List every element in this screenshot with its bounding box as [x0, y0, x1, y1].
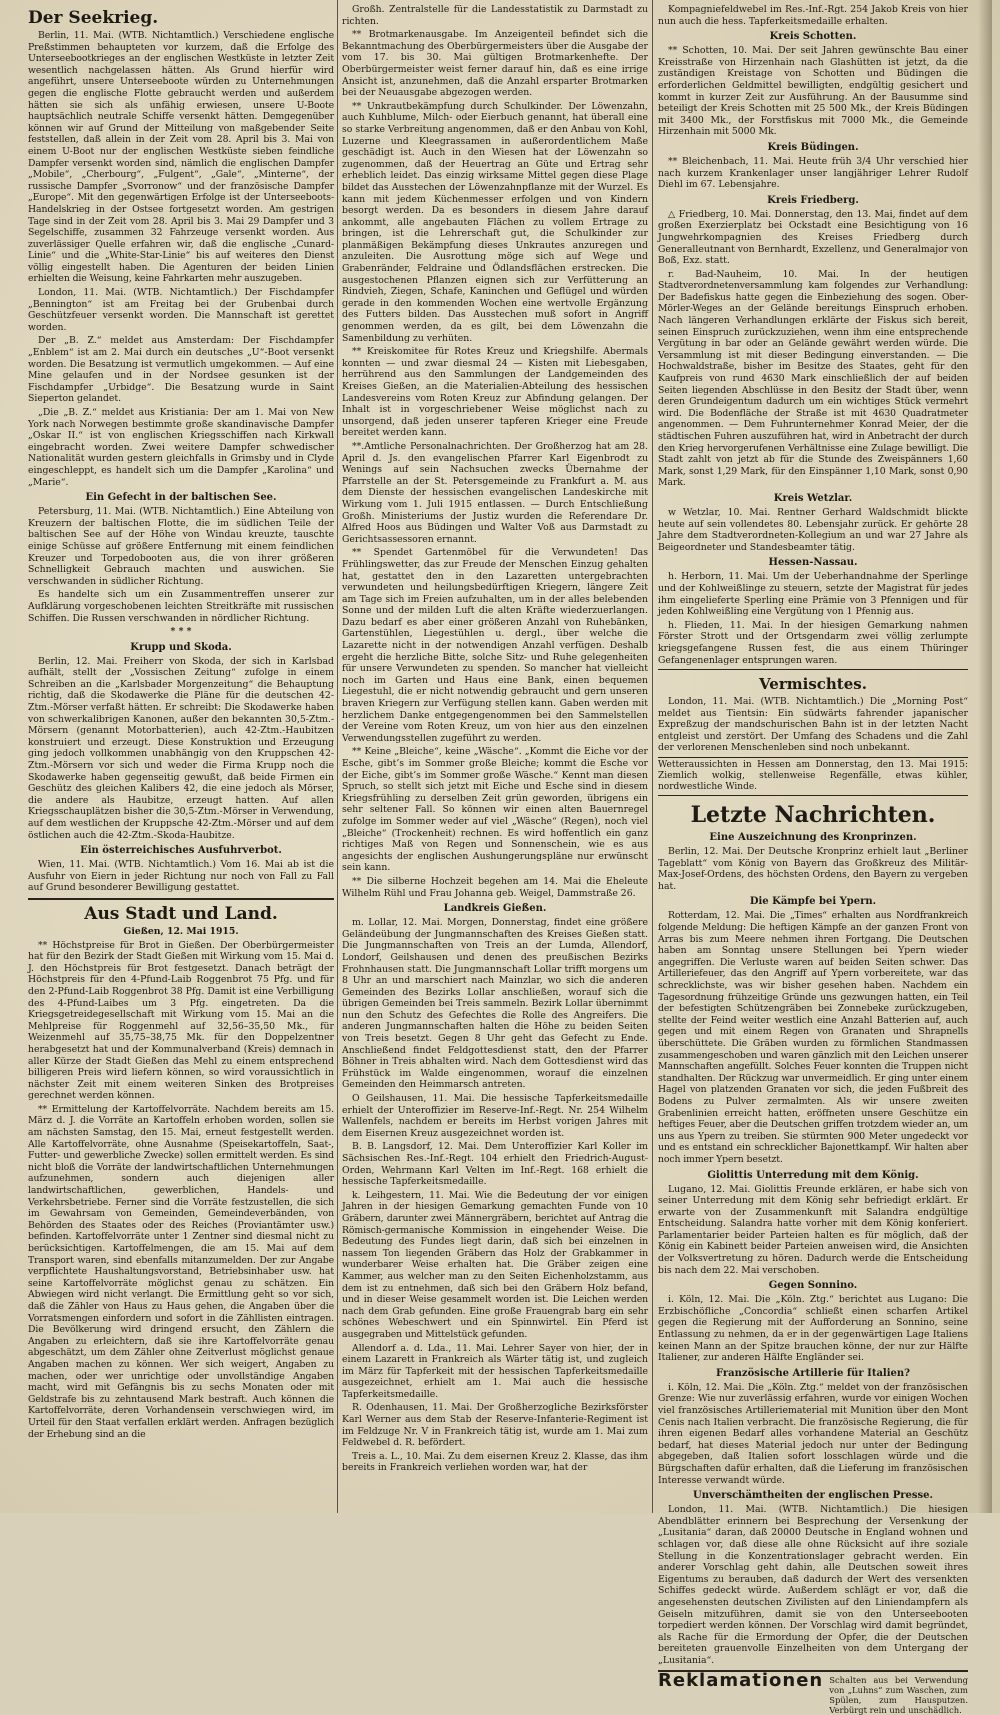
article-paragraph: Es handelte sich um ein Zusammentreffen unserer zur Aufklärung vorgeschobenen leichten Streitkräfte mit russischen Schiffen. Die Russen verschwanden in nördlicher Richtung.	[28, 589, 334, 624]
section-title-seekrieg: Der Seekrieg.	[28, 8, 159, 28]
page-fold-shadow	[978, 0, 992, 1513]
article-paragraph: ** Spendet Gartenmöbel für die Verwundeten! Das Frühlingswetter, das zur Freude der Menschen Einzug gehalten hat, gestattet den in den Lazaretten untergebrachten verwundeten und heilungsbedürftigen Kriegern, längere Zeit am Tage sich im Freien aufzuhalten, um in der alles belebenden Sonne und der milden Luft die alten Kräfte wiederzuerlangen. Dazu bedarf es aber einer größeren Anzahl von Ruhebänken, Gartenstühlen, Liegestühlen u. dergl., über welche die Lazarette nicht in der notwendigen Anzahl verfügen. Deshalb ergeht die herzliche Bitte, solche Sitz- und Ruhe gelegenheiten für unsere Verwundeten zu spenden. So mancher hat vielleicht noch im Garten und Haus eine Bank, einen bequemen Liegestuhl, die er nicht notwendig gebraucht und gern unseren braven Kriegern zur Verfügung stellen kann. Gaben werden mit herzlichem Danke entgegengenommen bei den Sammelstellen der Vereine vom Roten Kreuz, um von hier aus den einzelnen Verwendungsstellen zugeführt zu werden.	[342, 547, 648, 744]
section-divider	[658, 669, 968, 670]
article-paragraph: Berlin, 12. Mai. Der Deutsche Kronprinz erhielt laut „Berliner Tageblatt“ vom König von Bayern das Großkreuz des Militär-Max-Josef-Ordens, des höchsten Ordens, den Bayern zu vergeben hat.	[658, 846, 968, 892]
article-paragraph: ** Keine „Bleiche“, keine „Wäsche“. „Kommt die Eiche vor der Esche, gibt’s im Sommer große Bleiche; kommt die Esche vor der Eiche, gibt’s im Sommer große Wäsche.“ Kennt man diesen Spruch, so stellt sich jetzt mit Eiche und Esche sind in diesem Kriegsfrühling zu derselben Zeit grün geworden, übrigens ein sehr seltener Fall. So können wir einen alten Bauernregel zufolge im Sommer weder auf viel „Wäsche“ (Regen), noch viel „Bleiche“ (Trockenheit) rechnen. Es wird hoffentlich ein ganz richtiges Maß von Regen und Sonnenschein, wie es aus angesichts der englischen Aushungerungspläne nur erwünscht sein kann.	[342, 746, 648, 874]
separator-stars: * * *	[170, 626, 192, 638]
article-paragraph: Wien, 11. Mai. (WTB. Nichtamtlich.) Vom 16. Mai ab ist die Ausfuhr von Eiern in jeder Richtung nur noch von Fall zu Fall auf Grund besonderer Bewilligung gestattet.	[28, 859, 334, 894]
article-paragraph: ** Höchstpreise für Brot in Gießen. Der Oberbürgermeister hat für den Bezirk der Stadt Gießen mit Wirkung vom 15. Mai d. J. den Höchstpreis für Brot festgesetzt. Danach beträgt der Höchstpreis für den 4-Pfund-Laib Roggenbrot 75 Pfg. und für den 2-Pfund-Laib Roggenbrot 38 Pfg. Damit ist eine Verbilligung des 4-Pfund-Laibes um 3 Pfg. eingetreten. Da die Kriegsgetreidegesellschaft mit Wirkung vom 15. Mai an die Mehlpreise für Roggenmehl auf 32,56–35,50 Mk., für Weizenmehl auf 35,75–38,75 Mk. für den Doppelzentner herabgesetzt hat und der Kommunalverband (Kreis) demnach in aller Kürze der Stadt Gießen das Mehl zu einem entsprechend billigeren Preis wird liefern können, so wird voraussichtlich in nächster Zeit mit einem weiteren Sinken des Brotpreises gerechnet werden können.	[28, 939, 334, 1102]
column-2	[342, 4, 648, 1501]
article-paragraph: ** Schotten, 10. Mai. Der seit Jahren gewünschte Bau einer Kreisstraße von Hirzenhain nach Glashütten ist jetzt, da die zuständigen Kreistage von Schotten und Büdingen die erforderlichen Geldmittel bewilligten, endgültig gesichert und kommt in kurzer Zeit zur Ausführung. An der Bausumme sind beteiligt der Kreis Schotten mit 25 500 Mk., der Kreis Büdingen mit 3400 Mk., der Forstfiskus mit 7000 Mk., die Gemeinde Hirzenhain mit 5000 Mk.	[658, 45, 968, 138]
article-paragraph: Treis a. L., 10. Mai. Zu dem eisernen Kreuz 2. Klasse, das ihm bereits in Frankreich verliehen worden war, hat der	[342, 1450, 648, 1474]
article-paragraph: h. Flieden, 11. Mai. In der hiesigen Gemarkung nahmen Förster Strott und der Ortsgendarm zwei völlig zerlumpte kriegsgefangene Russen fest, die aus einem Thüringer Gefangenenlager entsprungen waren.	[658, 619, 968, 666]
article-paragraph: △ Friedberg, 10. Mai. Donnerstag, den 13. Mai, findet auf dem großen Exerzierplatz bei Ockstadt eine Besichtigung von 16 Jungwehrkompagnien des Kreises Friedberg durch Generalleutnant von Bernhardt, Exzellenz, und Generalmajor von Boß, Exz. statt.	[658, 208, 968, 267]
article-heading: Kreis Friedberg.	[767, 194, 859, 206]
article-paragraph: London, 11. Mai. (WTB. Nichtamtlich.) Der Fischdampfer „Bennington“ ist am Freitag bei der Grubenbai durch Geschützfeuer versenkt worden. Die Mannschaft ist gerettet worden.	[28, 287, 334, 333]
weather-forecast: Wetteraussichten in Hessen am Donnerstag, den 13. Mai 1915: Ziemlich wolkig, stellenweise Regenfälle, etwas kühler, nordwestliche Winde.	[658, 757, 968, 796]
article-heading: Kreis Wetzlar.	[773, 492, 853, 504]
article-heading: Giolittis Unterredung mit dem König.	[707, 1169, 919, 1181]
article-heading: Hessen-Nassau.	[768, 557, 858, 569]
article-heading: Kreis Schotten.	[769, 31, 857, 43]
article-paragraph: Berlin, 11. Mai. (WTB. Nichtamtlich.) Verschiedene englische Preßstimmen behaupteten vor kurzem, daß die Erfolge des Unterseebootkrieges an der englischen Westküste in letzter Zeit wesentlich nachgelassen hätten. Als Grund hierfür wird angeführt, unsere Unterseeboote würden zu Unternehmungen gegen die englische Flotte gebraucht werden und außerdem hätten sie sich als unfähig erwiesen, unsere U-Boote hauptsächlich neutrale Schiffe versenkt hätten. Demgegenüber können wir auf Grund der Mitteilung von maßgebender Seite feststellen, daß allein in der Zeit vom 28. April bis 3. Mai von einem U-Boot nur der englischen Westküste sieben feindliche Dampfer versenkt worden sind, nämlich die englischen Dampfer „Mobile“, „Cherbourg“, „Fulgent“, „Gale“, „Minterne“, der russische Dampfer „Svorronow“ und der französische Dampfer „Europe“. Mit den gegenwärtigen Erfolge ist der Unterseeboots-Handelskrieg in der Ostsee fortgesetzt worden. Am gestrigen Tage sind in der Zeit vom 28. April bis 3. Mai 29 Dampfer und 3 Segelschiffe, zusammen 32 Fahrzeuge versenkt worden. Aus zuverlässiger Quelle erfahren wir, daß die englische „Cunard-Linie“ und die „White-Star-Linie“ bis auf weiteres den Dienst völlig eingestellt haben. Die Agenturen der beiden Linien erhielten die Weisung, keine Fahrkarten mehr auszugeben.	[28, 30, 334, 285]
section-divider	[28, 898, 334, 900]
column-rule	[652, 0, 653, 1513]
article-heading: Unverschämtheiten der englischen Presse.	[693, 1490, 933, 1502]
article-paragraph: B. B. Langsdorf, 12. Mai. Dem Unteroffizier Karl Koller im Sächsischen Res.-Inf.-Regt. 104 erhielt den Friedrich-August-Orden, Wehrmann Karl Velten im Inf.-Regt. 168 erhielt die hessische Tapferkeitsmedaille.	[342, 1141, 648, 1188]
article-paragraph: Der „B. Z.“ meldet aus Amsterdam: Der Fischdampfer „Enblem“ ist am 2. Mai durch ein deutsches „U“-Boot versenkt worden. Die Besatzung ist vermutlich umgekommen. — Auf eine Mine gelaufen und in der Nordsee gesunken ist der Fischdampfer „Urbidge“. Die Besatzung wurde in Saint Sieperton gelandet.	[28, 335, 334, 405]
article-paragraph: w Wetzlar, 10. Mai. Rentner Gerhard Waldschmidt blickte heute auf sein vollendetes 80. Lebensjahr zurück. Er gehörte 28 Jahre dem Stadtverordneten-Kollegium an und war 27 Jahre als Beigeordneter und Standesbeamter tätig.	[658, 506, 968, 553]
article-paragraph: k. Leihgestern, 11. Mai. Wie die Bedeutung der vor einigen Jahren in der hiesigen Gemarkung gemachten Funde von 10 Gräbern, darunter zwei Männergräbern, berichtet auf Antrag die Römisch-germanische Kommission in eingehender Weise. Die Bedeutung des Fundes liegt darin, daß sich bei einzelnen in nassem Ton liegenden Gräbern das Holz der Grabkammer in wunderbarer Weise erhalten hat. Die Gräber zeigen eine Kammer, aus welcher man zu den Seiten Eichenholzstamm, aus dem ist zu entnehmen, daß sich bei den Gräbern Holz befand, und in dieser Weise gesammelt worden ist. Die Leichen werden nach dem Grab gefunden. Eine große Frauengrab barg ein sehr schönes Webeschwert und ein Spinnwirtel. Ein Pferd ist ausgegraben und Mittelstück gefunden.	[342, 1189, 648, 1340]
article-paragraph: Lugano, 12. Mai. Giolittis Freunde erklären, er habe sich von seiner Unterredung mit dem König sehr befriedigt erklärt. Er erwarte von der Zusammenkunft mit Salandra endgültige Entscheidung. Salandra hatte vorher mit dem König konferiert. Parlamentarier beider Parteien halten es für möglich, daß der König ein Kabinett beider Parteien anweisen wird, die Ansichten der Volksvertretung zu hören. Dadurch werde die Entscheidung bis nach dem 22. Mai verschoben.	[658, 1183, 968, 1276]
article-paragraph: ** Unkrautbekämpfung durch Schulkinder. Der Löwenzahn, auch Kuhblume, Milch- oder Eierbuch genannt, hat überall eine so starke Verbreitung angenommen, daß er den Anbau von Kohl, Luzerne und Kleegrassamen in außerordentlichem Maße geschädigt ist. Auch in den Wiesen hat der Löwenzahn so zugenommen, daß der Heuertrag an Güte und Ertrag sehr erheblich leidet. Das einzig wirksame Mittel gegen diese Plage bildet das Ausstechen der Löwenzahnpflanze mit der Wurzel. Es kann mit jedem Küchenmesser erfolgen und von Kindern besorgt werden. Da es besonders in diesem Jahre darauf ankommt, alle angebauten Flächen zu vollem Ertrage zu bringen, ist die Lehrerschaft gut, die Schulkinder zur planmäßigen Bekämpfung dieses Unkrautes anzuregen und anzuleiten. Die Ausrottung möge sich auf Wege und Grabenränder, Feldraine und Ödlandsflächen erstrecken. Die ausgestochenen Pflanzen eignen sich zur Verfütterung an Rindvieh, Ziegen, Schafe, Kaninchen und Geflügel und würden gerade in den kommenden Wochen eine wertvolle Ergänzung des Futters bilden. Das Ausstechen muß sofort in Angriff genommen werden, da es gilt, bei dem Löwenzahn die Samenbildung zu verhüten.	[342, 100, 648, 344]
column-1	[28, 4, 334, 1501]
article-heading: Die Kämpfe bei Ypern.	[749, 896, 877, 908]
dateline: Gießen, 12. Mai 1915.	[123, 925, 239, 937]
article-paragraph: Rotterdam, 12. Mai. Die „Times“ erhalten aus Nordfrankreich folgende Meldung: Die heftigen Kämpfe an der ganzen Front von Arras bis zum Meere nehmen ihren Fortgang. Die Deutschen haben am Sonntag unsere Stellungen bei Ypern wieder angegriffen. Die Verluste waren auf beiden Seiten schwer. Das Artilleriefeuer, das den Angriff auf Ypern vorbereitete, war das schrecklichste, was wir bisher gesehen haben. Nachdem ein Tagesordnung frühzeitige Gründe uns gezwungen hatten, ein Teil der befestigten Schützengräben bei Zonnebeke zurückzugeben, stellte der Feind weiter westlich eine Anzahl Batterien auf, auch gegen und mit einem Regen von Granaten und Shrapnells überschüttete. Die Gräben wurden zu förmlichen Standmassen zusammengeschoben und waren gänzlich mit den Leichen unserer Mannschaften angefüllt. Solches Feuer konnten die Truppen nicht standhalten. Der Rückzug war unvermeidlich. Er ging unter einem Hagel von platzenden Granaten vor sich, die jeden Fußbreit des Bodens zu Pulver zermalmten. Als wir unsere zweiten Grabenlinien erreicht hatten, eröffneten unsere Geschütze ein heftiges Feuer, aber die Deutschen griffen trotzdem wieder an, um uns aus Ypern zu treiben. Sie stürmten 900 Meter ungedeckt vor und es entstand ein schrecklicher Bajonettkampf. Wir halten aber noch immer Ypern besetzt.	[658, 910, 968, 1165]
article-paragraph: Petersburg, 11. Mai. (WTB. Nichtamtlich.) Eine Abteilung von Kreuzern der baltischen Flotte, die im südlichen Teile der baltischen See auf der Höhe von Windau kreuzte, tauschte einige Schüsse auf größere Entfernung mit einem feindlichen Kreuzer und Torpedobooten aus, die von ihrer größeren Schnelligkeit Gebrauch machten und auswichen. Sie verschwanden in südlicher Richtung.	[28, 506, 334, 587]
article-paragraph: ** Bleichenbach, 11. Mai. Heute früh 3/4 Uhr verschied hier nach kurzem Krankenlager unser langjähriger Lehrer Rudolf Diehl im 67. Lebensjahre.	[658, 155, 968, 191]
article-paragraph: ** Brotmarkenausgabe. Im Anzeigenteil befindet sich die Bekanntmachung des Oberbürgermeisters über die Ausgabe der vom 17. bis 30. Mai gültigen Brotmarkenhefte. Der Oberbürgermeister weist ferner darauf hin, daß es eine irrige Ansicht ist, anzunehmen, daß die Anzahl ersparter Brotmarken bei der Neuausgabe abgezogen werden.	[342, 29, 648, 99]
article-paragraph: ** Ermittelung der Kartoffelvorräte. Nachdem bereits am 15. März d. J. die Vorräte an Kartoffeln erhoben worden, sollen sie am nächsten Samstag, den 15. Mai, erneut festgestellt werden. Alle Kartoffelvorräte, ohne Ausnahme (Speisekartoffeln, Saat-, Futter- und gewerbliche Zwecke) sollen ermittelt werden. Es sind nicht bloß die Vorräte der landwirtschaftlichen Unternehmungen aufzunehmen, sondern auch diejenigen aller landwirtschaftlichen, gewerblichen, Handels- und Verkehrsbetriebe. Ferner sind die Vorräte festzustellen, die sich im Gewahrsam von Gemeinden, Gemeindeverbänden, von Behörden des Staates oder des Reiches (Proviantämter usw.) befinden. Kartoffelvorräte unter 1 Zentner sind diesmal nicht zu berücksichtigen. Kartoffelmengen, die am 15. Mai auf dem Transport waren, sind ebenfalls mitanzumelden. Der zur Angabe verpflichtete Haushaltungsvorstand, Betriebsinhaber usw. hat seine Kartoffelvorräte möglichst genau zu schätzen. Ein Abwiegen wird nicht verlangt. Die Ermittlung geht so vor sich, daß die Zähler von Haus zu Haus gehen, die Angaben über die Vorratsmengen einfordern und sofort in die Zähllisten eintragen. Die Bevölkerung wird dringend ersucht, den Zählern die Angaben zu erleichtern, daß sie ihre Kartoffelvorräte genau abgeschätzt, um dem Zähler ohne Zeitverlust möglichst genaue Angaben machen zu können. Wer sich weigert, Angaben zu machen, oder wer unrichtige oder unvollständige Angaben macht, wird mit Gefängnis bis zu sechs Monaten oder mit Geldstrafe bis zu zehntausend Mark bestraft. Auch können die Kartoffelvorräte, deren Vorhandensein verschwiegen wird, im Urteil für den Staat verfallen erklärt werden. Anfragen bezüglich der Erhebung sind an die	[28, 1103, 334, 1440]
column-3	[658, 4, 968, 1715]
article-paragraph: ** Kreiskomitee für Rotes Kreuz und Kriegshilfe. Abermals konnten — und zwar diesmal 24 — Kisten mit Liebesgaben, herrührend aus den Sammlungen der Landgemeinden des Kreises Gießen, an die Materialien-Abteilung des hessischen Landesvereins vom Roten Kreuz zur Abfindung gelangen. Der Inhalt ist in vorgeschriebener Weise möglichst nach zu unsorgend, daß jeden unserer tapferen Krieger eine Freude bereitet werden kann.	[342, 346, 648, 439]
article-heading: Ein österreichisches Ausfuhrverbot.	[80, 845, 282, 857]
article-paragraph: O Geilshausen, 11. Mai. Die hessische Tapferkeitsmedaille erhielt der Unteroffizier im Reserve-Inf.-Regt. Nr. 254 Wilhelm Wallenfels, nachdem er bereits im Herbst vorigen Jahres mit dem Eisernen Kreuz ausgezeichnet worden ist.	[342, 1093, 648, 1139]
column-rule	[337, 0, 338, 1513]
advertisement-title: Reklamationen	[658, 1670, 824, 1692]
article-heading: Krupp und Skoda.	[130, 641, 232, 653]
section-title-stadt-land: Aus Stadt und Land.	[84, 903, 278, 924]
article-paragraph: R. Odenhausen, 11. Mai. Der Großherzogliche Bezirksförster Karl Werner aus dem Stab der Reserve-Infanterie-Regiment ist im Feldzuge Nr. V in Frankreich tätig ist, wurde am 1. Mai zum Feldwebel d. R. befördert.	[342, 1402, 648, 1449]
article-heading: Ein Gefecht in der baltischen See.	[85, 492, 277, 504]
article-paragraph: London, 11. Mai. (WTB. Nichtamtlich.) Die hiesigen Abendblätter erinnern bei Besprechung der Versenkung der „Lusitania“ daran, daß 20000 Deutsche in England wohnen und schlagen vor, daß diese alle ohne Rücksicht auf ihre soziale Stellung in die Konzentrationslager gebracht werden. Ein anderer Vorschlag geht dahin, alle Deutschen soweit ihres Eigentums zu berauben, daß dadurch der Wert des versenkten Schiffes gedeckt würde. Außerdem schlägt er vor, daß die angesehensten deutschen Zivilisten auf den Liniendampfern als Geiseln mitzuführen, damit sie von den Unterseebooten torpediert werden können. Der Vorschlag wird damit begründet, als Rache für die Ermordung der Opfer, die der Deutschen bereiteten grauenvolle Einzelheiten von dem Untergang der „Lusitania“.	[658, 1504, 968, 1666]
article-heading: Gegen Sonnino.	[768, 1280, 858, 1292]
article-paragraph: Berlin, 12. Mai. Freiherr von Skoda, der sich in Karlsbad aufhält, stellt der „Vossischen Zeitung“ zufolge in einem Schreiben an die „Karlsbader Morgenzeitung“ die Behauptung richtig, daß die Skodawerke die Pläne für die deutschen 42-Ztm.-Mörser verfaßt hätten. Er schreibt: Die Skodawerke haben von schwerkalibrigen Kanonen, außer den bekannten 30,5-Ztm.-Mörsern (genannt Motorbatterien), auch 42-Ztm.-Haubitzen konstruiert und erzeugt. Diese Konstruktion und Erzeugung ging jedoch vollkommen unabhängig von den Kruppschen 42-Ztm.-Mörsern vor sich und weder die Firma Krupp noch die Skodawerke haben gegenseitig gewußt, daß beide Firmen ein Geschütz des gleichen Kalibers 42, die eine jedoch als Mörser, die andere als Haubitze, erzeugt hatten. Auf allen Kriegsschauplätzen bisher die 30,5-Ztm.-Mörser in Verwendung, auf dem westlichen der Kruppsche 42-Ztm.-Mörser und auf dem östlichen auch die 42-Ztm.-Skoda-Haubitze.	[28, 655, 334, 841]
advertisement	[658, 1670, 968, 1715]
article-paragraph: Großh. Zentralstelle für die Landesstatistik zu Darmstadt zu richten.	[342, 4, 648, 27]
article-heading: Kreis Büdingen.	[767, 141, 859, 153]
article-paragraph: ** Die silberne Hochzeit begehen am 14. Mai die Eheleute Wilhelm Rühl und Frau Johanna geb. Weigel, Dammstraße 26.	[342, 875, 648, 899]
article-paragraph: **.Amtliche Personalnachrichten. Der Großherzog hat am 28. April d. Js. den evangelischen Pfarrer Karl Eigenbrodt zu Wenings auf sein Nachsuchen zwecks Übernahme der Pfarrstelle an der St. Petersgemeinde zu Frankfurt a. M. aus dem Dienste der hessischen evangelischen Landeskirche mit Wirkung vom 1. Juli 1915 entlassen. — Durch Entschließung Großh. Ministeriums der Justiz wurden die Referendare Dr. Alfred Hoos aus Büdingen und Walter Voß aus Darmstadt zu Gerichtsassessoren ernannt.	[342, 440, 648, 545]
article-paragraph: i. Köln, 12. Mai. Die „Köln. Ztg.“ meldet von der französischen Grenze: Wie nur zuverlässig erfahren, wurde vor einigen Wochen viel französisches Artilleriematerial mit Munition über den Mont Cenis nach Italien verbracht. Die französische Regierung, die für ihren eigenen Bedarf alles vorhandene Material an Geschütz bedarf, hat dieses Material jedoch nur unter der Bedingung abgegeben, daß Italien sofort losschlagen würde und die Bürgschaften dafür erhalten, daß die Lieferung im französischen Interesse verwandt würde.	[658, 1381, 968, 1486]
article-paragraph: r. Bad-Nauheim, 10. Mai. In der heutigen Stadtverordnetenversammlung kam folgendes zur Verhandlung: Der Badefiskus hatte gegen die Einbeziehung des sogen. Ober-Mörler-Weges an der Gelände bereitungs Einspruch erhoben. Nach längeren Verhandlungen erklärte der Fiskus sich bereit, seinen Einspruch zurückzuziehen, wenn ihm eine entsprechende Vergütung in bar oder an Gelände gewährt werden würde. Die Versammlung ist mit dieser Bedingung einverstanden. — Die Hochwaldstraße, bisher im Besitze des Staates, geht für den Kaufpreis von rund 4630 Mark einschließlich der auf beiden Seiten liegenden Abschlüsse in den Besitz der Stadt über, wenn deren Grundeigentum dadurch um ein wichtiges Stück vermehrt wird. Die Bodenfläche der Straße ist mit 4630 Quadratmeter angenommen. — Dem Fuhrunternehmer Konrad Meier, der die städtischen Fuhren auszuführen hat, wird in Anbetracht der durch den Krieg hervorgerufenen Verhältnisse eine Zulage bewilligt. Die Stadt zahlt von jetzt ab für die Stunde des Zweispänners 1,60 Mark, sonst 1,29 Mark, für den Einspänner 1,10 Mark, sonst 0,90 Mark.	[658, 268, 968, 489]
article-paragraph: „Die „B. Z.“ meldet aus Kristiania: Der am 1. Mai von New York nach Norwegen bestimmte große skandinavische Dampfer „Oskar II.“ ist von englischen Kriegsschiffen nach Kirkwall eingebracht worden. Zwei weitere Dampfer schwedischer Nationalität wurden gestern gleichfalls in Grimsby und in Clyde eingeschleppt, es handelt sich um die Dampfer „Karolina“ und „Marie“.	[28, 407, 334, 488]
article-paragraph: Kompagniefeldwebel im Res.-Inf.-Rgt. 254 Jakob Kreis von hier nun auch die hess. Tapferkeitsmedaille erhalten.	[658, 4, 968, 27]
section-title-letzte-nachrichten: Letzte Nachrichten.	[690, 802, 936, 829]
article-heading: Landkreis Gießen.	[443, 903, 547, 915]
article-heading: Französische Artillerie für Italien?	[715, 1367, 911, 1379]
article-paragraph: i. Köln, 12. Mai. Die „Köln. Ztg.“ berichtet aus Lugano: Die Erzbischöfliche „Concordia“ schließt einen scharfen Artikel gegen die Regierung mit der Aufforderung an Sonnino, seine Entlassung zu nehmen, da er in der gegenwärtigen Lage Italiens keinen Mann an der Spitze brauchen könne, der nur zur Hälfte Italiener, zur anderen Hälfte Engländer sei.	[658, 1294, 968, 1364]
advertisement-text: Schalten aus bei Verwendung von „Luhns“ zum Waschen, zum Spülen, zum Hausputzen. Verbürgt rein und unschädlich.	[829, 1675, 968, 1715]
article-paragraph: Allendorf a. d. Lda., 11. Mai. Lehrer Sayer von hier, der in einem Lazarett in Frankreich als Wärter tätig ist, und zugleich im März für Tapferkeit mit der hessischen Tapferkeitsmedaille ausgezeichnet, erhielt am 1. Mai auch die hessische Tapferkeitsmedaille.	[342, 1342, 648, 1400]
article-paragraph: m. Lollar, 12. Mai. Morgen, Donnerstag, findet eine größere Geländeübung der Jungmannschaften des Kreises Gießen statt. Die Jungmannschaften von Treis an der Lumda, Allendorf, Londorf, Geilshausen und denen des preußischen Bezirks Frohnhausen statt. Die Jungmannschaft Lollar trifft morgens um 8 Uhr an und marschiert nach Mainzlar, wo sich die anderen Gemeinden des Bezirks Lollar anschließen, worauf sich die übrigen Gemeinden bei Treis sammeln. Bezirk Lollar übernimmt nun den Schutz des Gefechtes die Rolle des Angreifers. Die anderen Jungmannschaften halten die Höhe zu beiden Seiten von Treis besetzt. Gegen 8 Uhr geht das Gefecht zu Ende. Anschließend findet Feldgottesdienst statt, den der Pfarrer Böhner in Treis abhalten wird. Nach dem Gottesdienst wird das Frühstück im Walde eingenommen, worauf die einzelnen Gemeinden den Heimmarsch antreten.	[342, 917, 648, 1091]
section-title-vermischtes: Vermischtes.	[759, 675, 867, 694]
article-paragraph: London, 11. Mai. (WTB. Nichtamtlich.) Die „Morning Post“ meldet aus Tientsin: Ein südwärts fahrender japanischer Expreßzug der mandschurischen Bahn ist in der letzten Nacht entgleist und zerstört. Der Umfang des Schadens und die Zahl der verlorenen Menschenleben sind noch unbekannt.	[658, 696, 968, 754]
article-paragraph: h. Herborn, 11. Mai. Um der Ueberhandnahme der Sperlinge und der Kohlweißlinge zu steuern, setzte der Magistrat für jedes ihm eingelieferte Sperling eine Prämie von 3 Pfennigen und für jeden Kohlweißling eine Vergütung von 1 Pfennig aus.	[658, 571, 968, 618]
article-heading: Eine Auszeichnung des Kronprinzen.	[709, 832, 917, 844]
